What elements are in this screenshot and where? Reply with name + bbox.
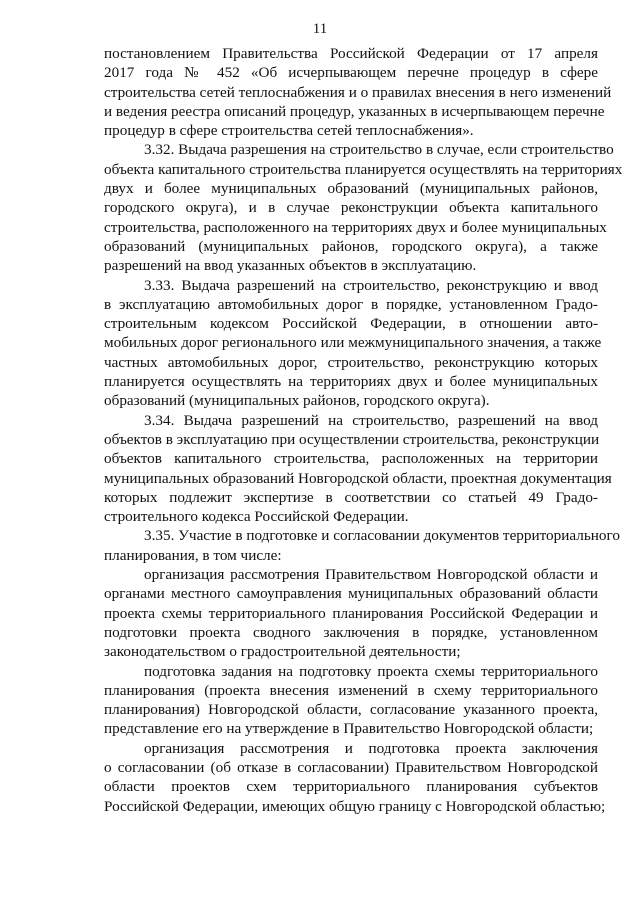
paragraph-3-33-first-line: 3.33. Выдача разрешений на строительство, реконструкцию и ввод	[144, 276, 598, 294]
text-line: городского округа), и в случае реконструкции объекта капитального	[104, 199, 598, 217]
text-line: мобильных дорог регионального или межмуниципального значения, а также	[104, 334, 602, 352]
text-line: о согласовании (об отказе в согласовании) Правительством Новгородской	[104, 758, 598, 776]
document-body	[104, 44, 623, 816]
text-line: проекта схемы территориального планирования Российской Федерации и	[104, 604, 598, 622]
text-line: органами местного самоуправления муниципальных образований области	[104, 585, 598, 603]
paragraph-3-35-first-line: 3.35. Участие в подготовке и согласовании документов территориального	[144, 527, 620, 545]
paragraph-3-32-first-line: 3.32. Выдача разрешения на строительство в случае, если строительство	[144, 141, 614, 159]
text-line: подготовки проекта сводного заключения в порядке, установленном	[104, 623, 598, 641]
page-number: 11	[312, 21, 328, 37]
text-line: 2017 года № 452 «Об исчерпывающем перечне процедур в сфере	[104, 64, 598, 82]
text-line: объектов капитального строительства, расположенных на территории	[104, 450, 598, 468]
text-line: процедур в сфере строительства сетей теплоснабжения».	[104, 122, 474, 140]
text-line: строительного кодекса Российской Федерации.	[104, 508, 409, 526]
text-line: строительным кодексом Российской Федерации, в отношении авто-	[104, 315, 598, 333]
text-line: муниципальных образований Новгородской области, проектная документация	[104, 469, 612, 487]
text-line: Российской Федерации, имеющих общую границу с Новгородской областью;	[104, 797, 606, 815]
text-line: строительства сетей теплоснабжения и о правилах внесения в него изменений	[104, 83, 612, 101]
list-item-first-line: подготовка задания на подготовку проекта схемы территориального	[144, 662, 598, 680]
text-line: частных автомобильных дорог, строительство, реконструкцию которых	[104, 353, 598, 371]
text-line: образований (муниципальных районов, городского округа).	[104, 392, 490, 410]
text-line: объекта капитального строительства планируется осуществлять на территориях	[104, 160, 623, 178]
text-line: разрешений на ввод указанных объектов в эксплуатацию.	[104, 257, 477, 275]
paragraph-3-34-first-line: 3.34. Выдача разрешений на строительство, разрешений на ввод	[144, 411, 598, 429]
text-line: в эксплуатацию автомобильных дорог в порядке, установленном Градо-	[104, 295, 598, 313]
text-line: образований (муниципальных районов, городского округа), а также	[104, 237, 598, 255]
text-line: которых подлежит экспертизе в соответствии со статьей 49 Градо-	[104, 488, 598, 506]
text-line: представление его на утверждение в Правительство Новгородской области;	[104, 720, 594, 738]
text-line: строительства, расположенного на территориях двух и более муниципальных	[104, 218, 607, 236]
text-line: планирования, в том числе:	[104, 546, 282, 564]
list-item-first-line: организация рассмотрения и подготовка проекта заключения	[144, 739, 598, 757]
text-line: планирования (проекта внесения изменений в схему территориального	[104, 681, 598, 699]
list-item-first-line: организация рассмотрения Правительством Новгородской области и	[144, 566, 598, 584]
text-line: постановлением Правительства Российской Федерации от 17 апреля	[104, 45, 598, 62]
text-line: планируется осуществлять на территориях двух и более муниципальных	[104, 373, 598, 391]
text-line: объектов в эксплуатацию при осуществлении строительства, реконструкции	[104, 430, 600, 448]
text-line: и ведения реестра описаний процедур, указанных в исчерпывающем перечне	[104, 102, 605, 120]
text-line: законодательством о градостроительной деятельности;	[104, 643, 461, 661]
text-line: планирования) Новгородской области, согласование указанного проекта,	[104, 701, 598, 719]
text-line: двух и более муниципальных образований (муниципальных районов,	[104, 180, 598, 198]
text-line: области проектов схем территориального планирования субъектов	[104, 778, 598, 796]
